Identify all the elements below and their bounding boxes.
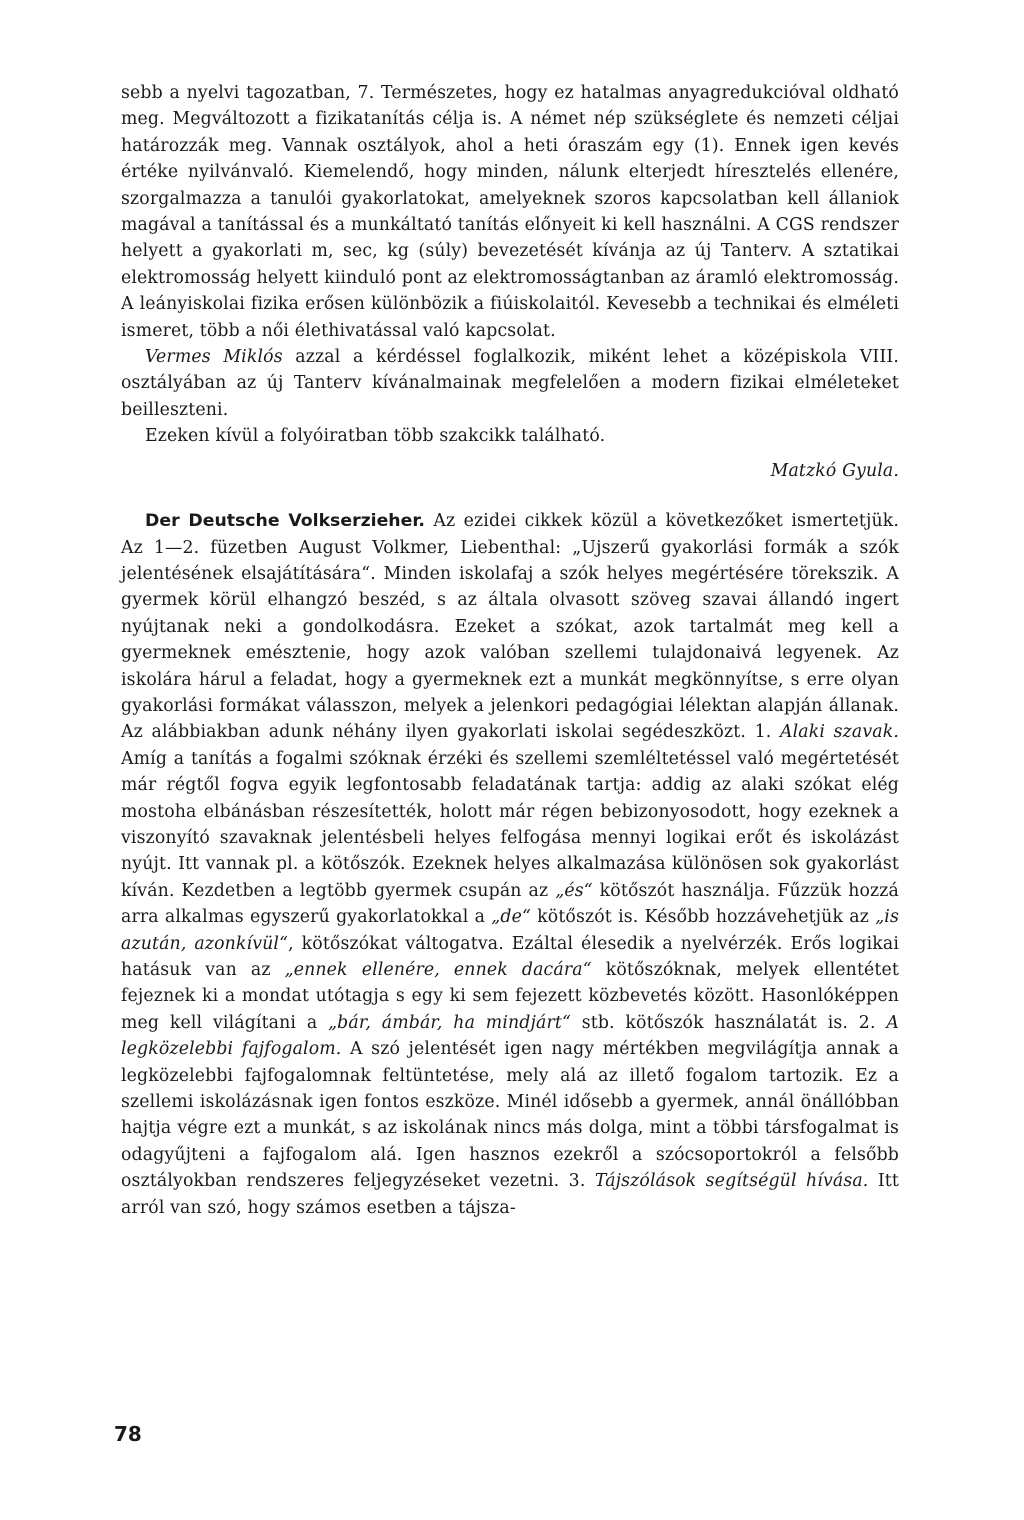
paragraph: Ezeken kívül a folyóiratban több szakcikk található.: [145, 426, 606, 447]
page-number: 78: [114, 1422, 142, 1446]
signature: Matzkó Gyula.: [770, 460, 899, 481]
italic-run: Alaki szavak.: [779, 722, 900, 743]
section-gap: [121, 484, 899, 508]
paragraph-text: azzal a kérdéssel foglalkozik, miként lehet a középiskola VIII. osztályában az új Tanterv kívánalmainak megfelelően a modern fizikai elméleteket beilleszteni.: [121, 347, 900, 420]
italic-run: „bár, ámbár, ha mindjárt“: [328, 1012, 571, 1033]
italic-run: „is azután, azonkívül“: [121, 907, 900, 954]
text-run: kötőszót is. Később hozzávehetjük az: [530, 907, 876, 928]
author-name: Vermes Miklós: [145, 347, 283, 368]
italic-run: Tájszólások segítségül hívása.: [594, 1171, 869, 1192]
italic-run: A legközelebbi fajfogalom.: [121, 1012, 899, 1060]
paragraph: sebb a nyelvi tagozatban, 7. Természetes, hogy ez hatalmas anyagredukcióval oldható meg. Megváltozott a fizikatanítás célja is. A német nép szükséglete és nemzeti céljai határozzák meg. Vannak osztályok, ahol a heti óraszám egy (1). Ennek igen kevés értéke nyilvánvaló. Kiemelendő, hogy minden, nálunk elterjedt híresztelés ellenére, szorgalmazza a tanulói gyakorlatokat, amelyeknek szoros kapcsolatban kell állaniok magával a tanítással és a munkáltató tanítás előnyeit ki kell használni. A CGS rendszer helyett a gyakorlati m, sec, kg (súly) bevezetését kívánja az új Tanterv. A sztatikai elektromosság helyett kiinduló pont az elektromosságtanban az áramló elektromosság. A leányiskolai fizika erősen különbözik a fiúiskolaitól. Kevesebb a technikai és elméleti ismeret, több a női élethivatással való kapcsolat.: [121, 83, 899, 341]
italic-run: „de“: [491, 907, 531, 928]
review-paragraph: [121, 508, 899, 1221]
paragraph: [121, 344, 899, 423]
text-run: Az ezidei cikkek közül a következőket ismertetjük. Az 1—2. füzetben August Volkmer, Liebenthal: „Ujszerű gyakorlási formák a szók jelentésének elsajátítására“. Minden iskolafaj a szók helyes megértésére törekszik. A gyermek körül elhangzó beszéd, s az általa olvasott szöveg szavai állandó ingert nyújtanak neki a gondolkodásra. Ezeket a szókat, azok tartalmát meg kell a gyermeknek emésztenie, hogy azok valóban szellemi tulajdonaivá legyenek. Az iskolára hárul a feladat, hogy a gyermeknek ezt a munkát megkönnyítse, s erre olyan gyakorlási formákat válasszon, melyek a jelenkori pedagógiai lélektan alapján állanak. Az alábbiakban adunk néhány ilyen gyakorlati iskolai segédeszközt. 1.: [121, 511, 899, 743]
text-column: [121, 80, 899, 1221]
text-run: , kötőszókat váltogatva. Ezáltal élesedik a nyelvérzék. Erős logikai hatásuk van az: [121, 933, 899, 980]
text-run: Itt arról van szó, hogy számos esetben a tájsza-: [121, 1171, 899, 1218]
italic-run: „és“: [555, 880, 593, 901]
journal-title: Der Deutsche Volkserzieher.: [145, 511, 425, 532]
text-run: stb. kötőszók használatát is. 2.: [570, 1012, 887, 1033]
text-run: Amíg a tanítás a fogalmi szóknak érzéki és szellemi szemléltetéssel való megértetését már régtől fogva egyik legfontosabb feladatának tartja: addig az alaki szókat elég mostoha elbánásban részesítették, holott már régen bebizonyosodott, hogy ezeknek a viszonyító szavaknak jelentésbeli helyes felfogása mennyi logikai erőt és iskolázást nyújt. Itt vannak pl. a kötőszók. Ezeknek helyes alkalmazása különösen sok gyakorlást kíván. Kezdetben a legtöbb gyermek csupán az: [121, 748, 899, 901]
text-run: kötőszót használja. Fűzzük hozzá arra alkalmas egyszerű gyakorlatokkal a: [121, 880, 899, 928]
text-run: A szó jelentését igen nagy mértékben megvilágítja annak a legközelebbi fajfogalomnak feltüntetése, mely alá az illető fogalom tartozik. Ez a szellemi iskolázásnak igen fontos eszköze. Minél idősebb a gyermek, annál önállóbban hajtja végre ezt a munkát, s az iskolának nincs más dolga, mint a többi társfogalmat is odagyűjteni a fajfogalom alá. Igen hasznos ezekről a szócsoportokról a felsőbb osztályokban rendszeres feljegyzéseket vezetni. 3.: [121, 1039, 900, 1192]
italic-run: „ennek ellenére, ennek dacára“: [284, 960, 592, 980]
text-run: kötőszóknak, melyek ellentétet fejeznek ki a mondat utótagja s egy ki sem fejezett közbevetés között. Hasonlóképpen meg kell világítani a: [121, 960, 899, 1033]
